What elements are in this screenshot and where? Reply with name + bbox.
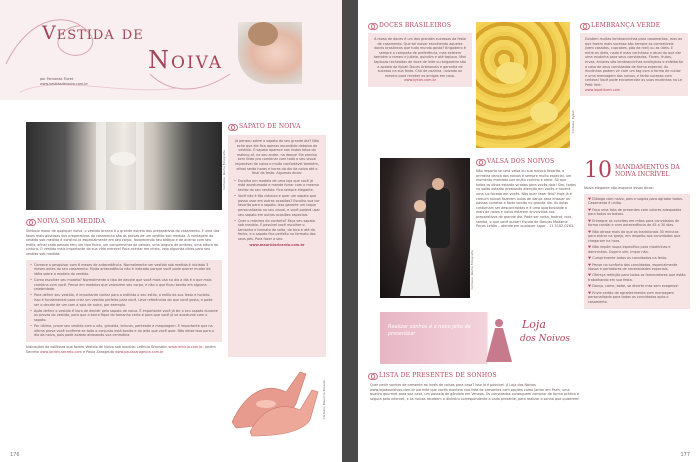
medida-tips [30, 263, 218, 338]
mandamento-item: ♥ Faça uma lista de presentes com valores adequados para todos os bolsos. [588, 207, 682, 217]
mandamento-item: ♥ Dança, come, bebe, se diverte mas sem exageros! [588, 284, 679, 289]
book-gutter [342, 0, 358, 462]
rings-icon: ♥ [588, 256, 593, 261]
rings-icon: ♥ [588, 245, 593, 250]
medida-closing: Indicações de estilistas que fazem Vestido de Noiva sob medida: Lethicia Bronstein www.lethicia.com.br, Jardim Secreto www.jardim-secreto.com e Paula Zarageuta www.paulazarageuta.com.br [26, 345, 216, 355]
medida-heading-text: NOIVA SOB MEDIDA [37, 218, 106, 225]
rings-icon: ♥ [588, 273, 593, 278]
medida-intro: Símbolo maior de qualquer noiva, o vestido branco é a grande estrela dos preparativos do casamento. E uma das fases mais gostosas dos preparativos do casamento são as provas de um vestido sob medida. A vantagem do vestido sob medida é construí-lo especialmente em seu corpo, favorecendo seu biótipo e de acordo com seu estilo, afinal cada pessoa tem um tipo físico, um comprimento de pernas, uma largura de ombros, uma altura de cintura. O vestido mais importante da sua vida merece! Para acertar em cheio, veja algumas dicas para seu vestido sob medida: [26, 229, 220, 256]
doces-heading-text: DOCES BRASILEIROS [379, 22, 452, 29]
sapato-box [228, 135, 326, 357]
medida-link[interactable]: www.paulazarageuta.com.br [115, 350, 164, 355]
mandamentos-lead: Noiva elegante não esquece essas dicas: [584, 186, 654, 190]
mandamentos-heading-1: MANDAMENTOS DA [615, 163, 680, 171]
valsa-section [476, 158, 576, 229]
dress-photo-credit: Cortesia: Rocha Fotografia [222, 150, 226, 190]
mandamentos-number: 10 [584, 158, 612, 183]
valsa-heading [476, 158, 576, 165]
rings-icon: ♥ [588, 284, 593, 289]
valsa-heading-text: VALSA DOS NOIVOS [487, 158, 555, 165]
rings-icon: ♥ [588, 196, 593, 201]
doces-body: A mesa de doces é um dos grandes sucessos da festa de casamento. Que tal inovar escolhendo aqueles doces brasileiros que tudo mundo gosta? Brigadeiro é sempre o campeão de preferência, mas existem também o romeu e julieta, quindim e até tapioca. Mini tapiocas recheadas de doce de leite ou brigadeiro são a aposta da Kykah Doces Artesanais e garantia de sucesso na sua festa. Chá de cozinha, noivado ou mesmo para receber os amigos em casa. [373, 37, 467, 78]
masthead-title-bottom: Noiva [148, 46, 224, 74]
medida-tip: • Comece a pesquisar com 6 meses de antecedência. Normalmente um vestido sob medida é iniciado 3 meses antes do seu casamento. Muita antecedência não é indicado porque você pode querer mudar de idéia sobre o modelo do vestido. [30, 263, 218, 277]
mandamentos-section [584, 160, 690, 309]
sapato-heading [228, 123, 326, 130]
bride-figure-icon [484, 316, 514, 362]
medida-heading [26, 218, 222, 225]
left-page [0, 0, 342, 462]
doces-heading [368, 22, 472, 29]
medida-tip: • Após definir o vestido é hora de decidir pelo sapato de noiva. É importante você já ter o seu sapato durante as provas do vestido, para que a barra fique do tamanho certo e para que você já se acostume com o sapato. [30, 309, 218, 323]
rings-icon: ♥ [588, 207, 593, 212]
byline-author: por Fernanda Floret [40, 77, 74, 81]
medida-designer: Jardim Secreto [26, 345, 216, 355]
doces-photo [476, 22, 570, 148]
medida-tip: • Para definir seu vestido, é importante contar para a estilista o seu estilo, o estilo da sua festa e horário. Isso é fundamental para criar um vestido perfeito para você. Leve referências do que você gosta, e pode ser o decote de um com a saia de outro, por exemplo. [30, 293, 218, 307]
rings-icon: ♥ [588, 290, 593, 295]
valsa-body: Não importa se será valsa ou sua música favorita, a primeira dança dos noivos é sempre muito especial, um momento marcado por muito carinho e amor. Só que todos os olhos estarão virados para vocês dois! Sim, todos no salão estarão prestando atenção em vocês e haverá uma luz focada em vocês. Não quer fazer feio? Hoje já é comum noivos fazerem aulas de dança para ensaiar os passos corretos e fazer bonito no grande dia. As aulas costumam ser descontraídas e é uma oportunidade a mais de noiva e noivo estarem envolvidos nos preparativos do grande dia. Pode ser valsa, foxtrot, rock, samba, o que você quiser! Escola de Danças Madame Poças Leitão – atende em qualquer lugar – 11 5182-0263. [476, 169, 576, 229]
mandamento-item: ♥ Não atrase mais do que os tradicionais 30 minutos para entrar na igreja, em respeito aos convidados que chegaram na hora. [588, 229, 681, 243]
medida-tip: • Por último, prove seu vestido com o véu, grinalda, brincos, penteado e maquiagem. É importante que na última prova você confirme se todo o conjunto está bonito e do jeito que você quer. Não deixe isso para o dia da noiva, pois pode acabar atrasando sua cerimônia. [30, 324, 218, 338]
medida-section [26, 218, 222, 355]
bride-face-photo [238, 22, 302, 84]
sapato-section [228, 123, 326, 357]
masthead-byline [40, 77, 88, 86]
medida-tip: • Como escolher seu modelo? Normalmente o tipo de decote que você mais usa no dia a dia é o que mais combina com você. Pense em modelos que valorizem seu corpo, e não o que ficou bonito em alguma celebridade. [30, 278, 218, 292]
mandamento-item: ♥ Entregue os convites em mãos para convidados de forma cordial e com antecedência de 45 a 30 dias. [588, 218, 680, 228]
doces-link[interactable]: www.kykah.com.br [403, 78, 436, 83]
page-number: 176 [10, 452, 20, 458]
sapato-link[interactable]: www.mauricioricardo.com.br [249, 243, 305, 248]
medida-tips-box [26, 260, 222, 343]
sapato-tip: • Você não é tão clássica e quer um sapato que possa usar em outras ocasiões? Escolha sua cor favorita para o sapato. Isso garante um toque personalizado no seu visual, e você poderá usar seu sapato em outras ocasiões especiais. [234, 194, 320, 217]
mandamento-item: ♥ Ofereça refeição para todos os fornecedores que estão trabalhando em sua festa. [588, 273, 686, 283]
mandamento-item: ♥ Diálogo com noivo, pais e sogros para agradar todos. Casamento é união. [588, 196, 683, 206]
lista-heading-text: LISTA DE PRESENTES DE SONHOS [379, 372, 497, 379]
page-number: 177 [680, 452, 690, 458]
byline-site: www.vestidadenoiva.com.br [40, 81, 88, 86]
lembranca-body: Existem muitas lembrancinhas para casamentos, mas as que fazem mais sucesso são sempre as comestíveis (bem casados, cupcakes, pão de mel) ou as úteis. E entre as úteis, nada é mais carinhoso e atual do que dar uma mudinha para seus convidados. Flores, frutos, ervas, árvores são lembrancinhas ecológicas e enfeitarão a casa de seus convidados de forma especial. As mudinhas podem vir com um tag com a forma de cuidar e uma mensagem dos noivos, e farão sucesso com certeza! Você pode encomendar as suas mudinhas na Le Petit Vert: [585, 37, 683, 87]
sapato-heading-text: SAPATO DE NOIVA [239, 123, 301, 130]
lista-body: Quer pedir sonhos de presente ao invés de coisas para casa? Isso já é possível. A Loja dos Noivos www.lojadosnoivos.com.br permite que vocês montem sua lista de presentes com opções como jantar em Paris, uma quadra gourmet para sua casa, um passeio de gôndola em Veneza. Os convidados conseguem comprar de forma prática e segura pela internet, e os noivos recebem o dinheiro correspondente a cada presente, para realizar o sonho que quiserem! [370, 383, 580, 401]
rings-icon [580, 23, 588, 29]
medida-closing-text: Indicações de estilistas que fazem Vestido de Noiva sob medida: Lethicia Bronstein [26, 345, 168, 350]
rings-icon [228, 124, 236, 130]
sapato-tip: • Quer o máximo do conforto? Faça seu sapato sob medida. É possível você escolher o tamanho e formato do salto, do bico e até do fecho, e o sapato fica perfeito no formato dos seus pés. Para fazer o seu: [234, 219, 320, 242]
rings-icon [26, 219, 34, 225]
lembranca-heading [580, 22, 688, 29]
doces-box [368, 33, 472, 87]
rings-icon: ♥ [588, 229, 593, 234]
lista-heading [368, 372, 580, 379]
sapato-tips [234, 179, 320, 242]
mandamento-item: ♥ Não impõe roupa específica para madrinhas e damninhas. Sugerir sim, impor não. [588, 245, 671, 254]
doces-section [368, 22, 472, 87]
banner-brand-bottom: dos Noivos [520, 334, 570, 344]
lista-section [368, 372, 580, 401]
rings-icon [368, 23, 376, 29]
rings-icon: ♥ [588, 218, 593, 223]
valsa-photo [380, 158, 470, 298]
medida-designer: Paula Zarageuta [86, 350, 114, 355]
mandamentos-box [584, 194, 690, 310]
dress-photo [26, 122, 222, 210]
medida-link[interactable]: www.jardim-secreto.com [40, 350, 82, 355]
mandamento-item: ♥ Envie cartão de agradecimento com mensagem personalizada para todos os convidados após o casamento. [588, 290, 674, 305]
banner-brand-top: Loja [522, 318, 546, 331]
rings-icon: ♥ [588, 262, 593, 267]
mandamentos-heading-2: NOIVA INCRÍVEL [615, 171, 670, 178]
mandamentos-header [584, 160, 690, 182]
lembranca-heading-text: LEMBRANÇA VERDE [591, 22, 661, 29]
mandamento-item: ♥ Cumprimente todos os convidados na festa. [588, 256, 668, 261]
doces-photo-credit: Cortesia: Kykah [571, 110, 575, 134]
lembranca-link[interactable]: www.lepetitvert.com [585, 87, 621, 92]
masthead-title-top: Vestida de [42, 22, 144, 44]
medida-link[interactable]: www.lethicia.com.br [168, 345, 203, 350]
sapato-tip: • Escolha um modelo de uma loja que você já está acostumada e mande forrar com o mesmo tecido do seu vestido. Fica sempre elegante. [234, 179, 320, 193]
right-page [358, 0, 700, 462]
mandamento-item: ♥ Pense no conforto dos convidados, especialmente idosos e portadores de necessidades especiais. [588, 262, 678, 272]
rings-icon [476, 159, 484, 165]
valsa-photo-credit: Cortesia: Rocha Fotografia [470, 250, 474, 290]
lembranca-box [580, 33, 688, 96]
loja-banner[interactable] [380, 312, 574, 364]
sapato-intro: Já pensou sobre o sapato do seu grande dia? Não ache que ele fica apenas escondido debaixo do vestido. O sapato aparece nas lindas fotos do making of, no seu andar, na dança! Ele precisa sem lindo pra combinar com todo o seu visual impecável de noiva e muito confortável também, afinal serão horas e horas do dia da noiva até o final da festa. Algumas dicas: [234, 139, 319, 176]
rings-icon [368, 373, 376, 379]
shoe-photo-credit: Cortesia: Mauricio Ricardo [322, 380, 326, 420]
banner-text: Realizar sonhos é o novo jeito de presentear [388, 324, 471, 337]
lembranca-section [580, 22, 688, 96]
shoe-photo [226, 352, 322, 438]
